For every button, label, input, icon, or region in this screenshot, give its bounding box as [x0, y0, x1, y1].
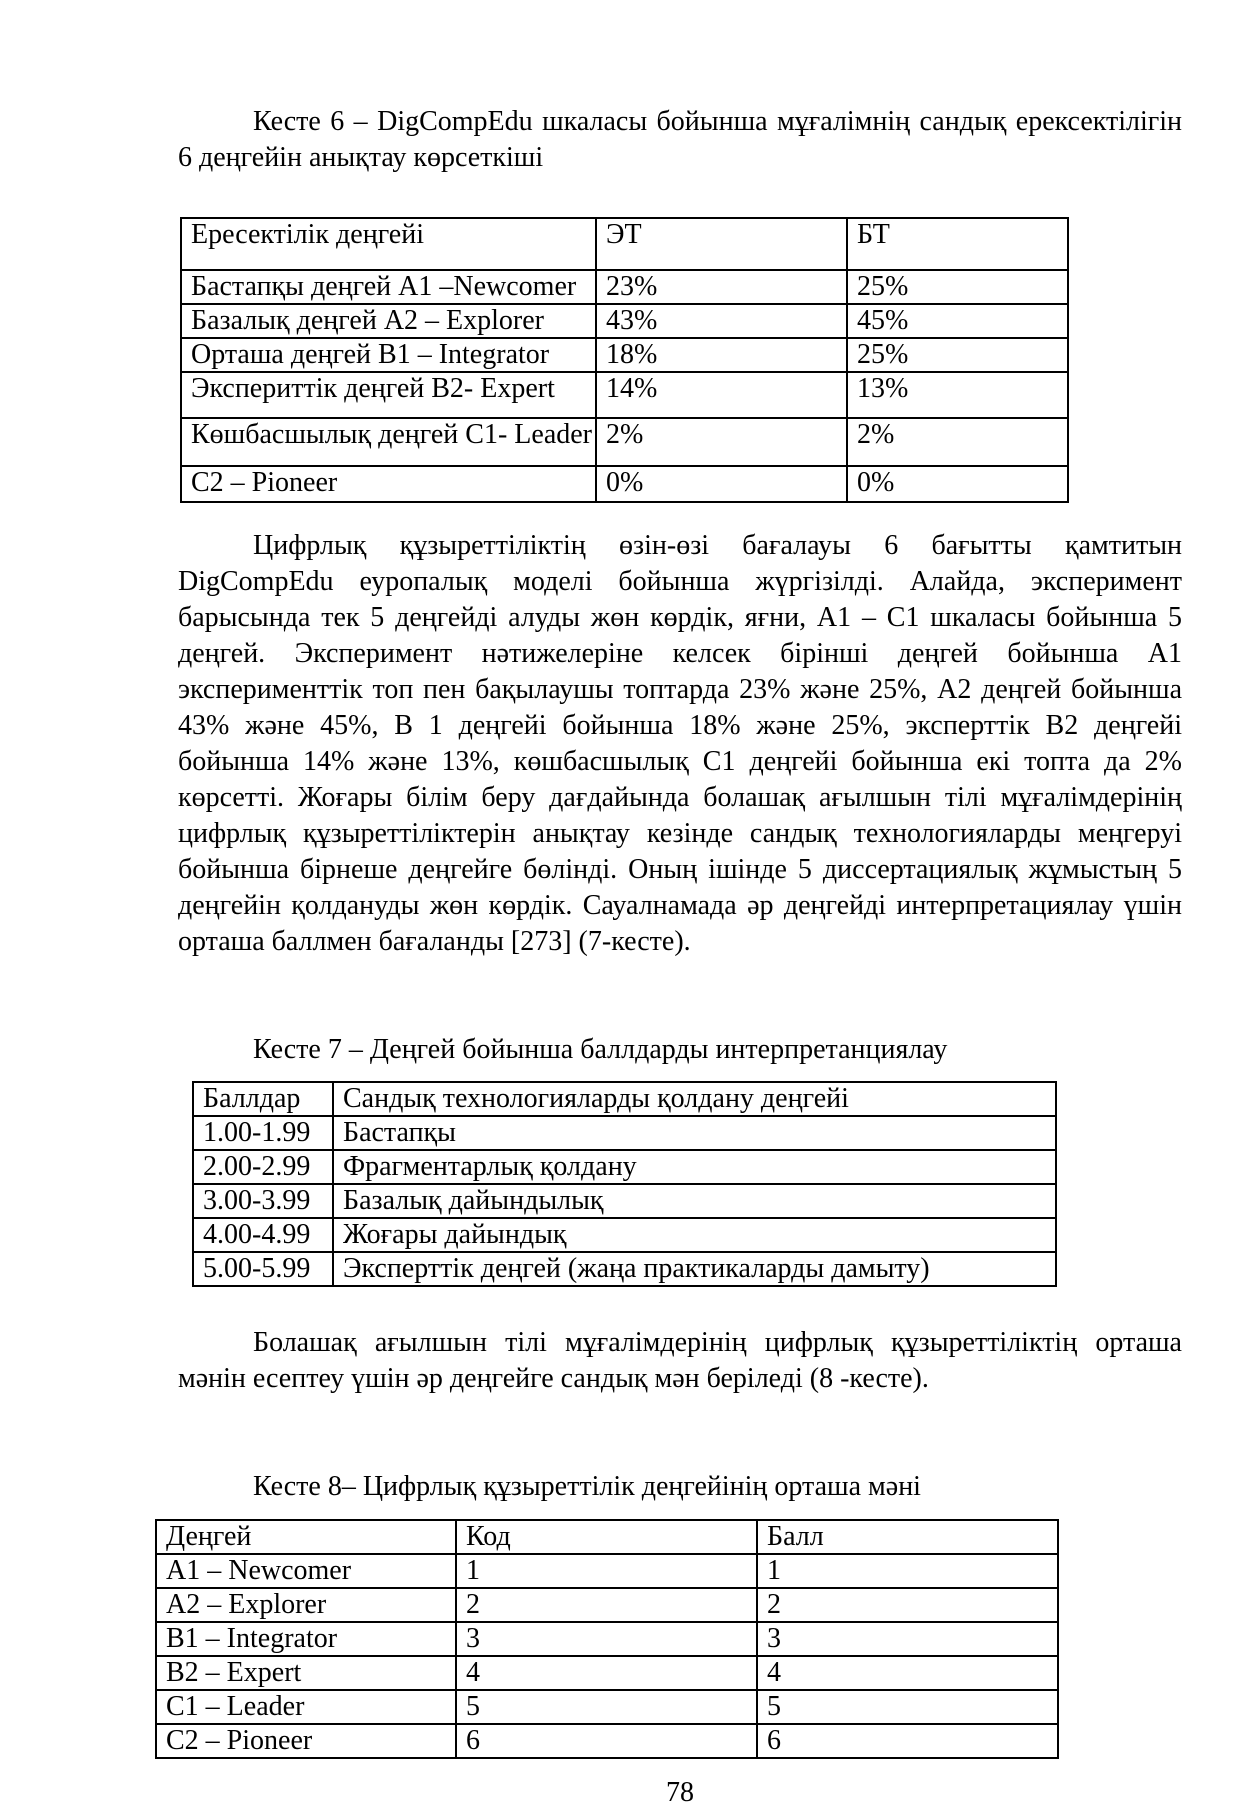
- table-cell-range: 3.00-3.99: [193, 1184, 333, 1218]
- table-cell-bt: 45%: [847, 304, 1068, 338]
- table-row: [156, 1554, 1058, 1588]
- table-cell-level: Орташа деңгей В1 – Integrator: [181, 338, 596, 372]
- table-cell-code: 1: [456, 1554, 757, 1588]
- table-cell-et: 2%: [596, 418, 847, 466]
- page-number: 78: [666, 1777, 694, 1808]
- column-header-et: ЭТ: [596, 218, 847, 270]
- table-cell-code: 4: [456, 1656, 757, 1690]
- table-cell-range: 5.00-5.99: [193, 1252, 333, 1286]
- table-cell-score: 2: [757, 1588, 1058, 1622]
- table-cell-bt: 25%: [847, 270, 1068, 304]
- table-cell-level: Бастапқы: [333, 1116, 1056, 1150]
- table-row: [156, 1622, 1058, 1656]
- column-header-score: Балл: [757, 1520, 1058, 1554]
- table-row: [156, 1588, 1058, 1622]
- table-cell-level: Бастапқы деңгей А1 –Newcomer: [181, 270, 596, 304]
- table-cell-score: 6: [757, 1724, 1058, 1758]
- table-cell-bt: 25%: [847, 338, 1068, 372]
- table-cell-range: 2.00-2.99: [193, 1150, 333, 1184]
- column-header-code: Код: [456, 1520, 757, 1554]
- table-cell-level: Экспериттік деңгей В2- Expert: [181, 372, 596, 418]
- table-cell-code: 2: [456, 1588, 757, 1622]
- table-row: [193, 1116, 1056, 1150]
- column-header-usage-level: Сандық технологияларды қолдану деңгейі: [333, 1082, 1056, 1116]
- table-row: [193, 1150, 1056, 1184]
- table-cell-code: 5: [456, 1690, 757, 1724]
- column-header-level: Деңгей: [156, 1520, 456, 1554]
- table-row: [181, 372, 1068, 418]
- table-cell-et: 0%: [596, 466, 847, 502]
- table-cell-level: Эксперттік деңгей (жаңа практикаларды дамыту): [333, 1252, 1056, 1286]
- table-cell-et: 23%: [596, 270, 847, 304]
- table-cell-level: Базалық деңгей А2 – Explorer: [181, 304, 596, 338]
- table-cell-level: B2 – Expert: [156, 1656, 456, 1690]
- table-row: [156, 1690, 1058, 1724]
- table-cell-level: C1 – Leader: [156, 1690, 456, 1724]
- table-cell-bt: 0%: [847, 466, 1068, 502]
- table-cell-level: Фрагментарлық қолдану: [333, 1150, 1056, 1184]
- table-cell-et: 43%: [596, 304, 847, 338]
- table-cell-range: 4.00-4.99: [193, 1218, 333, 1252]
- table-cell-et: 18%: [596, 338, 847, 372]
- table6-caption: Кесте 6 – DigCompEdu шкаласы бойынша мұғалімнің сандық ерексектілігін 6 деңгейін анықтау көрсеткіші: [178, 106, 1182, 173]
- table8-level-average-values: [155, 1519, 1059, 1759]
- table6-digcompedu-levels: [180, 217, 1069, 503]
- table-cell-score: 1: [757, 1554, 1058, 1588]
- table7-score-interpretation: [192, 1081, 1057, 1287]
- column-header-level: Ересектілік деңгейі: [181, 218, 596, 270]
- table7-caption: Кесте 7 – Деңгей бойынша баллдарды интерпретанциялау: [253, 1034, 948, 1065]
- column-header-bt: БТ: [847, 218, 1068, 270]
- table-row: [181, 418, 1068, 466]
- table-cell-level: A2 – Explorer: [156, 1588, 456, 1622]
- table-cell-bt: 2%: [847, 418, 1068, 466]
- table-cell-level: Көшбасшылық деңгей С1- Leader: [181, 418, 596, 466]
- paragraph-average-value: Болашақ ағылшын тілі мұғалімдерінің цифрлық құзыреттіліктің орташа мәнін есептеу үшін әр деңгейге сандық мән беріледі (8 -кесте).: [178, 1327, 1182, 1394]
- table-row: [156, 1656, 1058, 1690]
- table-cell-score: 5: [757, 1690, 1058, 1724]
- table-row: [193, 1252, 1056, 1286]
- table-row: [193, 1218, 1056, 1252]
- table-cell-et: 14%: [596, 372, 847, 418]
- table-cell-score: 4: [757, 1656, 1058, 1690]
- table-cell-level: A1 – Newcomer: [156, 1554, 456, 1588]
- paragraph-digital-competence: Цифрлық құзыреттіліктің өзін-өзі бағалауы 6 бағытты қамтитын DigCompEdu еуропалық моделі бойынша жүргізілді. Алайда, эксперимент барысында тек 5 деңгейді алуды жөн көрдік, яғни, А1 – С1 шкаласы бойынша 5 деңгей. Эксперимент нәтижелеріне келсек бірінші деңгей бойынша А1 эксперименттік топ пен бақылаушы топтарда 23% және 25%, А2 деңгей бойынша 43% және 45%, В 1 деңгейі бойынша 18% және 25%, эксперттік В2 деңгейі бойынша 14% және 13%, көшбасшылық С1 деңгейі бойынша екі топта да 2% көрсетті. Жоғары білім беру дағдайында болашақ ағылшын тілі мұғалімдерінің цифрлық құзыреттіліктерін анықтау кезінде сандық технологияларды меңгеруі бойынша бірнеше деңгейге бөлінді. Оның ішінде 5 диссертациялық жұмыстың 5 деңгейін қолдануды жөн көрдік. Сауалнамада әр деңгейді интерпретациялау үшін орташа баллмен бағаланды [273] (7-кесте).: [178, 530, 1182, 957]
- table-cell-level: С2 – Pioneer: [181, 466, 596, 502]
- table-cell-level: B1 – Integrator: [156, 1622, 456, 1656]
- table8-header-row: [156, 1520, 1058, 1554]
- table-cell-level: Базалық дайындылық: [333, 1184, 1056, 1218]
- table-cell-range: 1.00-1.99: [193, 1116, 333, 1150]
- table-cell-bt: 13%: [847, 372, 1068, 418]
- table-cell-code: 6: [456, 1724, 757, 1758]
- table-cell-level: C2 – Pioneer: [156, 1724, 456, 1758]
- table-row: [156, 1724, 1058, 1758]
- table-cell-score: 3: [757, 1622, 1058, 1656]
- column-header-scores: Баллдар: [193, 1082, 333, 1116]
- table7-header-row: [193, 1082, 1056, 1116]
- table6-header-row: [181, 218, 1068, 270]
- table-cell-code: 3: [456, 1622, 757, 1656]
- table-row: [181, 466, 1068, 502]
- table-row: [181, 270, 1068, 304]
- table-row: [181, 304, 1068, 338]
- table8-caption: Кесте 8– Цифрлық құзыреттілік деңгейінің орташа мәні: [253, 1471, 921, 1502]
- table-row: [193, 1184, 1056, 1218]
- table-cell-level: Жоғары дайындық: [333, 1218, 1056, 1252]
- table-row: [181, 338, 1068, 372]
